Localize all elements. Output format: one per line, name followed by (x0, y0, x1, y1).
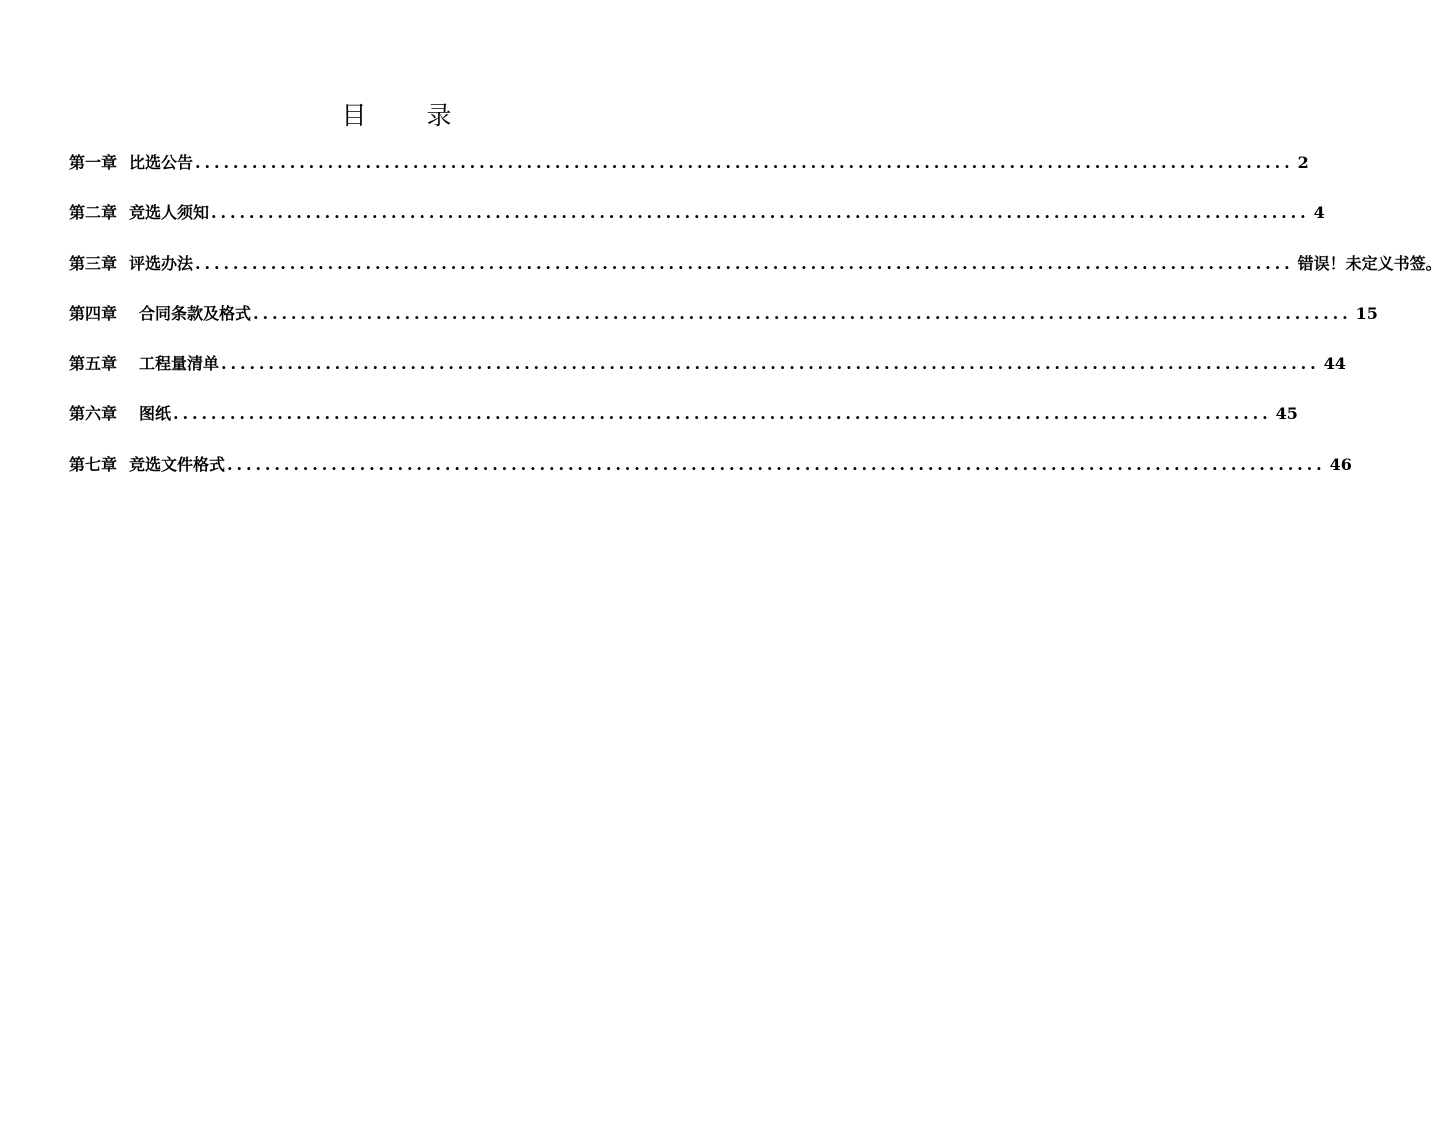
toc-entry-chapter-1[interactable] (69, 150, 1309, 180)
toc-chapter-name: 比选公告 (129, 153, 194, 172)
toc-chapter-name: 图纸 (139, 404, 172, 424)
toc-page-number: 2 (1297, 153, 1309, 172)
toc-page-number: 错误！未定义书签。 (1297, 253, 1442, 273)
toc-entry-chapter-7[interactable] (69, 452, 1352, 482)
toc-dot-leader: .................................................................................................................... (211, 203, 1310, 223)
toc-page-number: 44 (1323, 354, 1346, 374)
toc-entry-chapter-3[interactable] (69, 251, 1442, 281)
toc-dot-leader: .................................................................................................................... (173, 404, 1272, 424)
toc-dot-leader: .................................................................................................................... (227, 454, 1326, 474)
toc-chapter-number: 第六章 (69, 404, 118, 424)
toc-chapter-number: 第四章 (69, 303, 118, 323)
toc-chapter-number: 第二章 (69, 203, 118, 223)
toc-chapter-number: 第一章 (69, 153, 118, 172)
toc-entry-chapter-2[interactable] (69, 200, 1325, 230)
toc-chapter-name: 合同条款及格式 (139, 303, 252, 323)
toc-dot-leader: .................................................................................................................... (221, 354, 1320, 374)
toc-entry-chapter-4[interactable] (69, 301, 1378, 331)
toc-chapter-number: 第七章 (69, 454, 118, 474)
toc-page-number: 15 (1355, 303, 1378, 323)
toc-chapter-number: 第五章 (69, 354, 118, 374)
toc-chapter-name: 评选办法 (129, 253, 194, 273)
toc-entry-chapter-6[interactable] (69, 401, 1298, 431)
toc-dot-leader: .................................................................................................................... (195, 253, 1294, 273)
toc-chapter-name: 竞选人须知 (129, 203, 210, 223)
toc-title: 目 录 (341, 101, 478, 130)
toc-dot-leader: .................................................................................................................... (195, 153, 1294, 172)
table-of-contents (69, 150, 1442, 502)
toc-dot-leader: .................................................................................................................... (253, 303, 1352, 323)
toc-chapter-number: 第三章 (69, 253, 118, 273)
toc-page-number: 4 (1313, 203, 1325, 223)
toc-entry-chapter-5[interactable] (69, 351, 1346, 381)
toc-chapter-name: 工程量清单 (139, 354, 220, 374)
toc-page-number: 45 (1275, 404, 1298, 424)
toc-chapter-name: 竞选文件格式 (129, 454, 226, 474)
toc-page-number: 46 (1329, 454, 1352, 474)
